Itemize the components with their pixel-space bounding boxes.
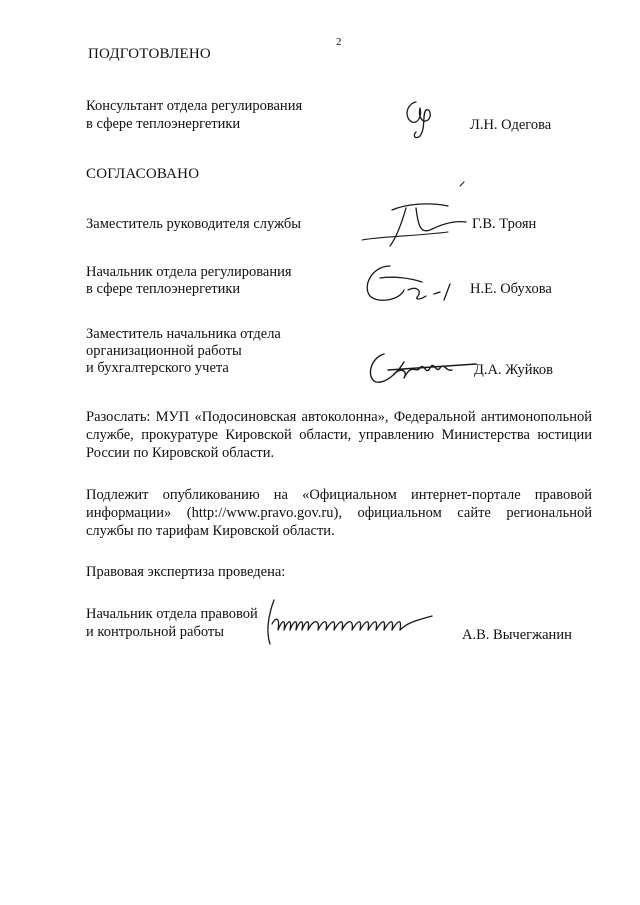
signatory-2-position-line-1: Начальник отдела регулирования <box>86 264 292 280</box>
signature-troyan <box>356 180 474 258</box>
page-number: 2 <box>336 36 342 48</box>
signatory-3-position-line-1: Заместитель начальника отдела <box>86 326 281 342</box>
signature-obukhova <box>360 260 470 308</box>
distribution-paragraph: Разослать: МУП «Подосиновская автоколонна», Федеральной антимонопольной службе, прокуратуре Кировской области, управлению Министерства юстиции России по Кировской области. <box>86 409 592 461</box>
signatory-3-position-line-3: и бухгалтерского учета <box>86 360 229 376</box>
signatory-1-name: Г.В. Троян <box>472 216 537 232</box>
prepared-heading: ПОДГОТОВЛЕНО <box>88 46 211 62</box>
signatory-3-name: Д.А. Жуйков <box>474 362 553 378</box>
prepared-position-line-2: в сфере теплоэнергетики <box>86 116 241 132</box>
prepared-name: Л.Н. Одегова <box>470 117 552 133</box>
prepared-position-line-1: Консультант отдела регулирования <box>86 98 303 114</box>
legal-review-position-line-2: и контрольной работы <box>86 624 224 640</box>
signatory-3-position-line-2: организационной работы <box>86 343 242 359</box>
signature-zhuikov <box>364 348 484 388</box>
agreed-heading: СОГЛАСОВАНО <box>86 166 200 182</box>
legal-review-name: А.В. Вычегжанин <box>462 627 572 643</box>
publication-paragraph: Подлежит опубликованию на «Официальном интернет-портале правовой информации» (http://www.pravo.gov.ru), официальном сайте региональной службы по тарифам Кировской области. <box>86 487 592 539</box>
signature-odegova <box>398 98 444 144</box>
signature-vychegzhanin <box>262 596 440 650</box>
signatory-1-position-line-1: Заместитель руководителя службы <box>86 216 302 232</box>
legal-review-position-line-1: Начальник отдела правовой <box>86 606 258 622</box>
signatory-2-name: Н.Е. Обухова <box>470 281 552 297</box>
legal-review-text: Правовая экспертиза проведена: <box>86 564 286 580</box>
signatory-2-position-line-2: в сфере теплоэнергетики <box>86 281 241 297</box>
